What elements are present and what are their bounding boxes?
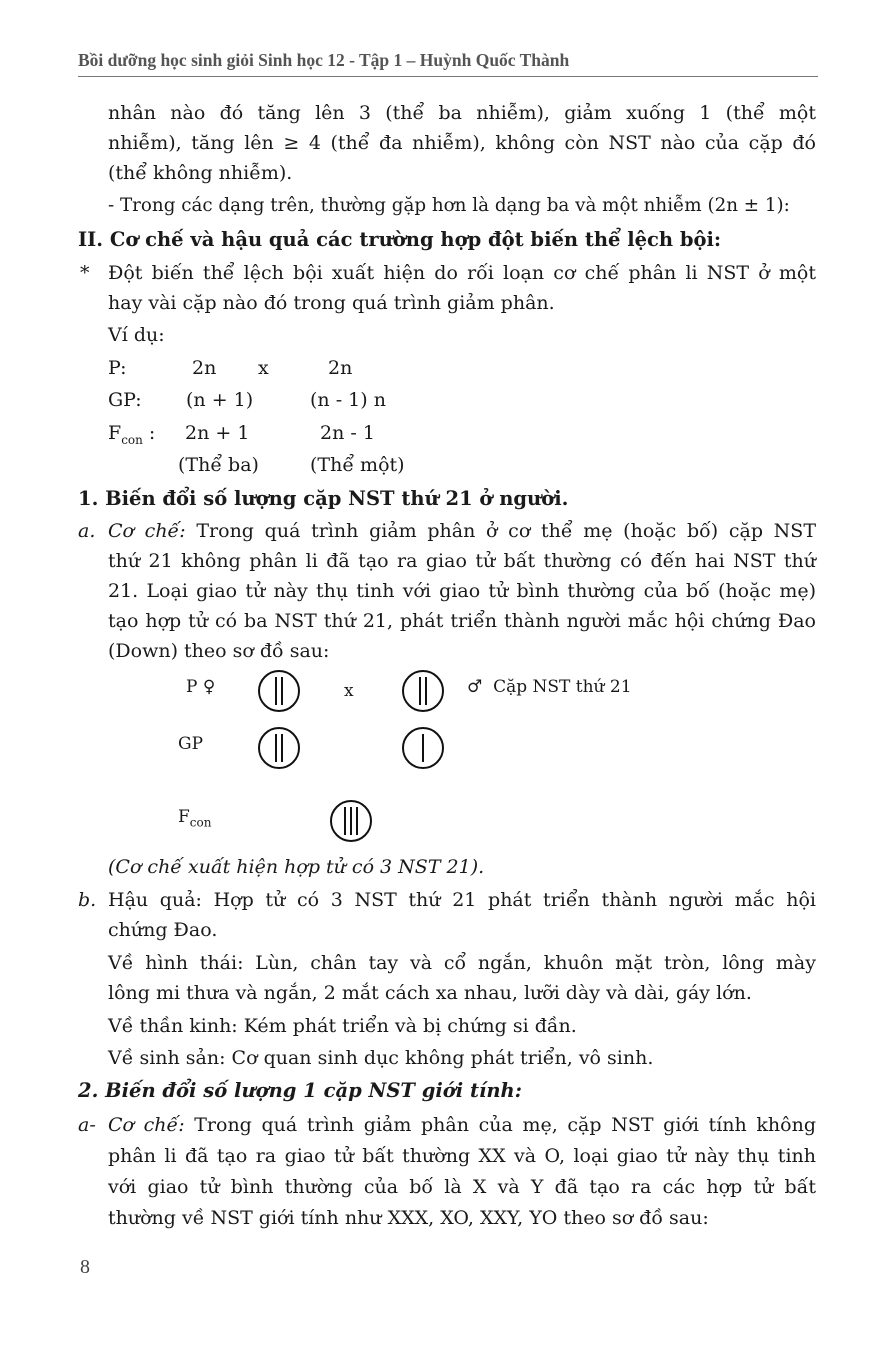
- item-marker: a.: [78, 520, 96, 542]
- diagram-pair-label: ♂ Cặp NST thứ 21: [467, 677, 632, 697]
- diagram-caption: (Cơ chế xuất hiện hợp tử có 3 NST 21).: [108, 856, 485, 878]
- cross-gp-label: GP:: [108, 389, 142, 411]
- cross-f-left: 2n + 1: [185, 422, 250, 444]
- chromosome-pair-male: [402, 670, 444, 712]
- item-marker: b.: [78, 889, 97, 911]
- cross-p-x: x: [258, 357, 269, 379]
- zygote-trisomy: [330, 800, 372, 842]
- gamete-normal: [402, 727, 444, 769]
- text-line: thứ 21 không phân li đã tạo ra giao tử bất thường có đến hai NST thứ: [108, 550, 816, 572]
- cross-p-left: 2n: [192, 357, 217, 379]
- diagram-cross-x: x: [344, 681, 354, 701]
- text-line: phân li đã tạo ra giao tử bất thường XX và O, loại giao tử này thụ tinh: [108, 1145, 816, 1167]
- cross-p-right: 2n: [328, 357, 353, 379]
- cross-f-label: $F_{con}$ :: [108, 422, 156, 447]
- subsection-heading-1: 1. Biến đổi số lượng cặp NST thứ 21 ở người.: [78, 487, 569, 510]
- text-line: nhân nào đó tăng lên 3 (thể ba nhiễm), giảm xuống 1 (thể một: [108, 102, 816, 124]
- diagram-p-label: P ♀: [186, 677, 216, 697]
- cross-f-right-note: (Thể một): [310, 454, 405, 476]
- section-heading: II. Cơ chế và hậu quả các trường hợp đột biến thể lệch bội:: [78, 228, 722, 251]
- text-line: với giao tử bình thường của bố là X và Y đã tạo ra các hợp tử bất: [108, 1176, 816, 1198]
- text-line: Cơ chế: Trong quá trình giảm phân của mẹ, cặp NST giới tính không: [108, 1114, 816, 1136]
- female-symbol: ♀: [202, 677, 216, 697]
- text-line: Về sinh sản: Cơ quan sinh dục không phát triển, vô sinh.: [108, 1047, 654, 1069]
- cross-f-right: 2n - 1: [320, 422, 375, 444]
- text-line: thường về NST giới tính như XXX, XO, XXY, YO theo sơ đồ sau:: [108, 1207, 709, 1229]
- text-line: tạo hợp tử có ba NST thứ 21, phát triển thành người mắc hội chứng Đao: [108, 610, 816, 632]
- cross-f-left-note: (Thể ba): [178, 454, 259, 476]
- text-line: (Down) theo sơ đồ sau:: [108, 640, 330, 662]
- male-symbol: ♂: [467, 677, 483, 697]
- cross-gp-right: (n - 1) n: [310, 389, 386, 411]
- chromosome-pair-female: [258, 670, 300, 712]
- text-line: Hậu quả: Hợp tử có 3 NST thứ 21 phát triển thành người mắc hội: [108, 889, 816, 911]
- text-line: (thể không nhiễm).: [108, 162, 293, 184]
- page-number: 8: [80, 1256, 90, 1278]
- text-line: 21. Loại giao tử này thụ tinh với giao tử bình thường của bố (hoặc mẹ): [108, 580, 816, 602]
- gamete-disomic: [258, 727, 300, 769]
- text-line: lông mi thưa và ngắn, 2 mắt cách xa nhau, lưỡi dày và dài, gáy lớn.: [108, 982, 752, 1004]
- text-line: Cơ chế: Trong quá trình giảm phân ở cơ thể mẹ (hoặc bố) cặp NST: [108, 520, 816, 542]
- cross-gp-left: (n + 1): [186, 389, 254, 411]
- text-line: chứng Đao.: [108, 919, 218, 941]
- example-label: Ví dụ:: [108, 324, 165, 346]
- diagram-gp-label: GP: [178, 734, 204, 754]
- text-line: - Trong các dạng trên, thường gặp hơn là dạng ba và một nhiễm (2n ± 1):: [108, 195, 790, 216]
- text-line: Về hình thái: Lùn, chân tay và cổ ngắn, khuôn mặt tròn, lông mày: [108, 952, 816, 974]
- text-line: nhiễm), tăng lên ≥ 4 (thể đa nhiễm), không còn NST nào của cặp đó: [108, 132, 816, 154]
- bullet-star: *: [80, 262, 90, 284]
- diagram-f-label: $F_{con}$: [178, 807, 212, 830]
- cross-p-label: P:: [108, 357, 127, 379]
- running-header: Bồi dưỡng học sinh giỏi Sinh học 12 - Tập 1 – Huỳnh Quốc Thành: [78, 50, 818, 77]
- item-marker: a-: [78, 1114, 96, 1136]
- text-line: Đột biến thể lệch bội xuất hiện do rối loạn cơ chế phân li NST ở một: [108, 262, 816, 284]
- text-line: Về thần kinh: Kém phát triển và bị chứng si đần.: [108, 1015, 577, 1037]
- subsection-heading-2: 2. Biến đổi số lượng 1 cặp NST giới tính:: [78, 1079, 522, 1102]
- text-line: hay vài cặp nào đó trong quá trình giảm phân.: [108, 292, 555, 314]
